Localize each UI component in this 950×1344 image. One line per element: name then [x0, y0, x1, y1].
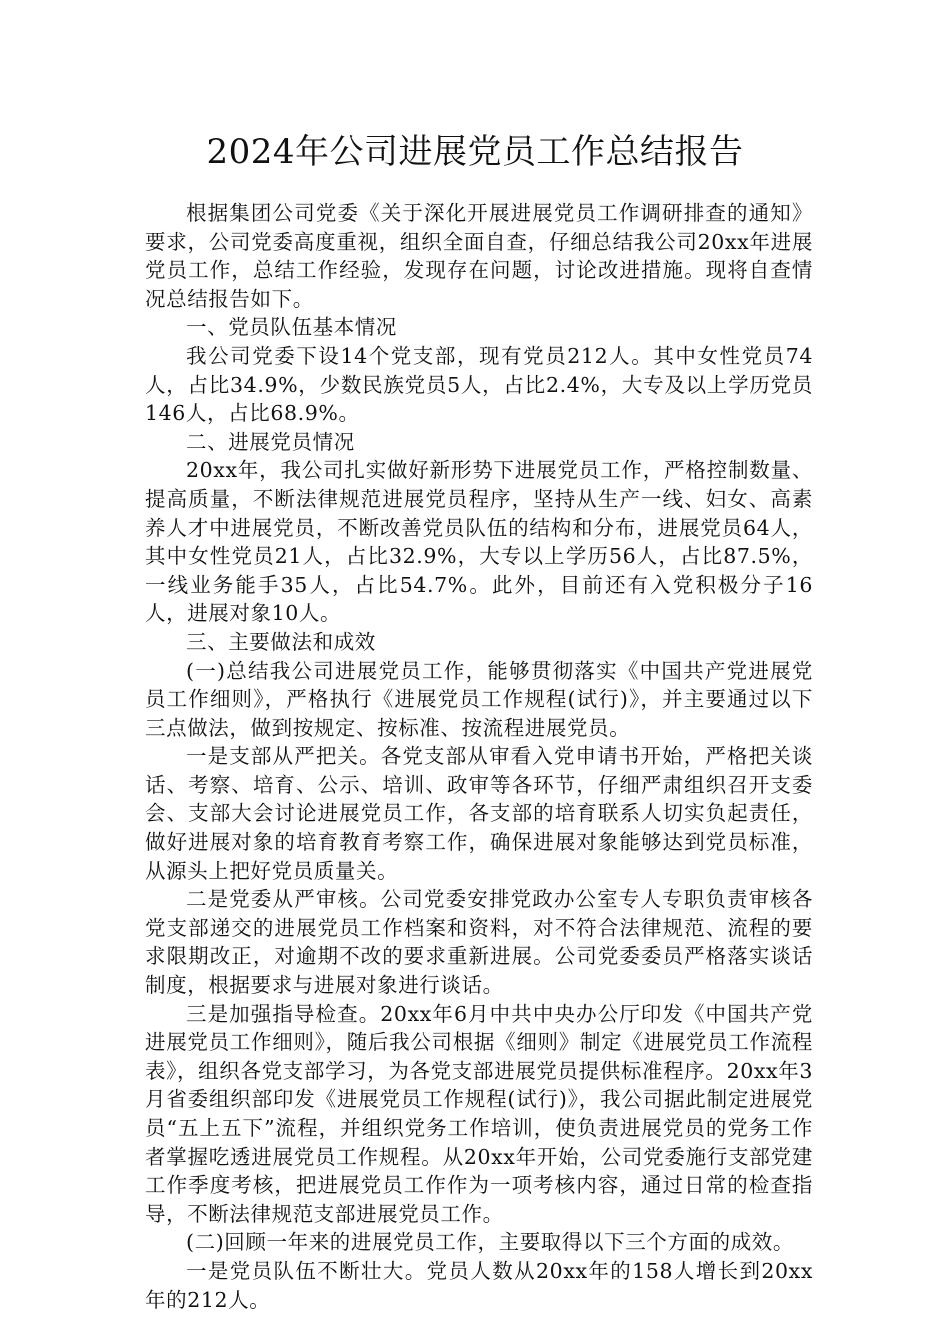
section-heading-3: 三、主要做法和成效 — [186, 629, 376, 654]
paragraph-results-intro: (二)回顾一年来的进展党员工作，主要取得以下三个方面的成效。 — [186, 1230, 794, 1255]
section-heading-2: 二、进展党员情况 — [186, 429, 355, 454]
section-heading-1: 一、党员队伍基本情况 — [186, 315, 397, 340]
paragraph-branch-control: 一是支部从严把关。各党支部从审看入党申请书开始，严格把关谈话、考察、培育、公示、培训、政审等各环节，仔细严肃组织召开支委会、支部大会讨论进展党员工作，各支部的培育联系人切实负起责任，做好进展对象的培育教育考察工作，确保进展对象能够达到党员标准，从源头上把好党员质量关。 — [145, 744, 813, 883]
paragraph-guidance-inspection: 三是加强指导检查。20xx年6月中共中央办公厅印发《中国共产党进展党员工作细则》，随后我公司根据《细则》制定《进展党员工作流程表》，组织各党支部学习，为各党支部进展党员提供标准程序。20xx年3月省委组织部印发《进展党员工作规程(试行)》，我公司据此制定进展党员“五上五下”流程，并组织党务工作培训，使负责进展党员的党务工作者掌握吃透进展党员工作规程。从20xx年开始，公司党委施行支部党建工作季度考核，把进展党员工作作为一项考核内容，通过日常的检查指导，不断法律规范支部进展党员工作。 — [145, 1001, 813, 1226]
document-title: 2024年公司进展党员工作总结报告 — [206, 132, 744, 172]
paragraph-team-growth: 一是党员队伍不断壮大。党员人数从20xx年的158人增长到20xx年的212人。 — [145, 1258, 813, 1312]
paragraph-member-overview: 我公司党委下设14个党支部，现有党员212人。其中女性党员74人，占比34.9%，少数民族党员5人，占比2.4%，大专及以上学历党员146人，占比68.9%。 — [145, 343, 813, 426]
paragraph-committee-review: 二是党委从严审核。公司党委安排党政办公室专人专职负责审核各党支部递交的进展党员工作档案和资料，对不符合法律规范、流程的要求限期改正，对逾期不改的要求重新进展。公司党委委员严格落实谈话制度，根据要求与进展对象进行谈话。 — [145, 887, 813, 998]
intro-paragraph: 根据集团公司党委《关于深化开展进展党员工作调研排查的通知》要求，公司党委高度重视，组织全面自查，仔细总结我公司20xx年进展党员工作，总结工作经验，发现存在问题，讨论改进措施。现将自查情况总结报告如下。 — [145, 201, 813, 311]
paragraph-recruitment: 20xx年，我公司扎实做好新形势下进展党员工作，严格控制数量、提高质量，不断法律规范进展党员程序，坚持从生产一线、妇女、高素养人才中进展党员，不断改善党员队伍的结构和分布，进展党员64人，其中女性党员21人，占比32.9%，大专以上学历56人，占比87.5%，一线业务能手35人，占比54.7%。此外，目前还有入党积极分子16人，进展对象10人。 — [145, 458, 813, 626]
document-body — [145, 199, 813, 1314]
paragraph-practices-intro: (一)总结我公司进展党员工作，能够贯彻落实《中国共产党进展党员工作细则》，严格执行《进展党员工作规程(试行)》，并主要通过以下三点做法，做到按规定、按标准、按流程进展党员。 — [145, 658, 813, 740]
